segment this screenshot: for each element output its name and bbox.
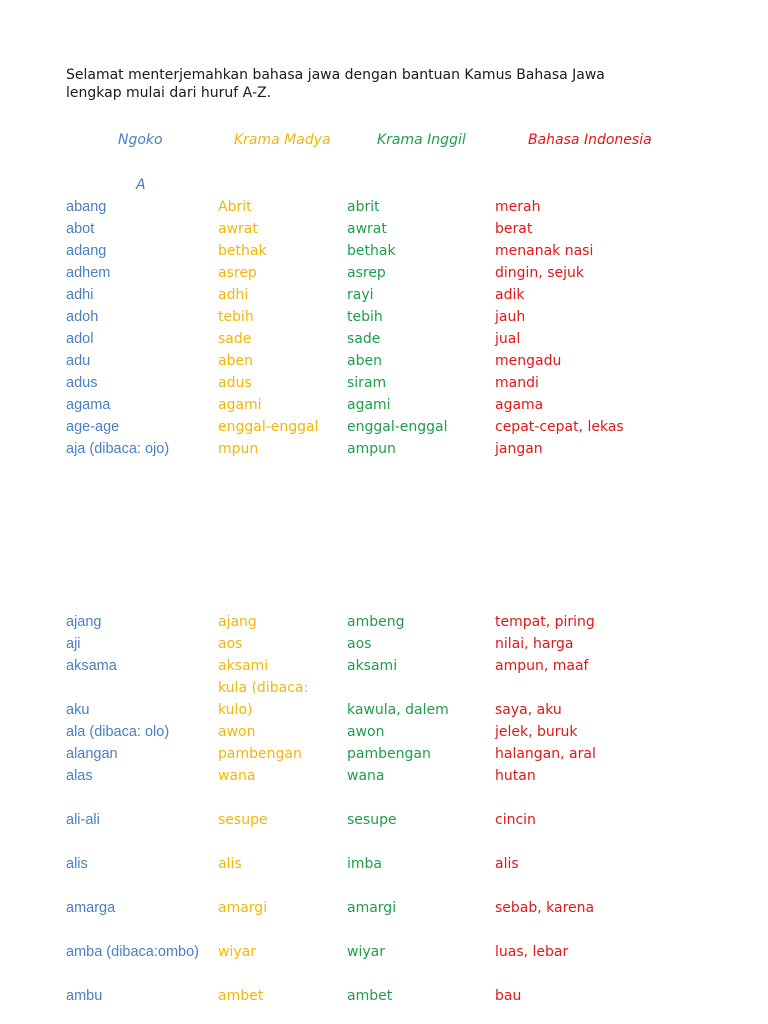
cell-krama-inggil: enggal-enggal [347, 419, 448, 435]
cell-ngoko: adhi [66, 287, 94, 303]
table-row [0, 809, 768, 831]
table-row [0, 765, 768, 787]
intro-paragraph [66, 66, 706, 102]
cell-bahasa-indonesia: jangan [495, 441, 543, 457]
cell-krama-inggil: kawula, dalem [347, 702, 449, 718]
cell-krama-inggil: pambengan [347, 746, 431, 762]
cell-krama-madya: aben [218, 353, 253, 369]
cell-ngoko: alis [66, 856, 88, 872]
table-row [0, 941, 768, 963]
cell-krama-madya: pambengan [218, 746, 302, 762]
cell-krama-madya: kulo) [218, 702, 253, 718]
cell-krama-inggil: bethak [347, 243, 396, 259]
cell-ngoko: abot [66, 221, 95, 237]
cell-krama-madya: sade [218, 331, 252, 347]
cell-krama-inggil: aben [347, 353, 382, 369]
cell-krama-madya: enggal-enggal [218, 419, 319, 435]
cell-krama-inggil: sade [347, 331, 381, 347]
cell-krama-madya: bethak [218, 243, 267, 259]
cell-bahasa-indonesia: ampun, maaf [495, 658, 589, 674]
cell-ngoko: adang [66, 243, 107, 259]
header-krama-madya: Krama Madya [234, 132, 331, 148]
cell-krama-madya: adhi [218, 287, 249, 303]
cell-krama-madya: tebih [218, 309, 254, 325]
cell-ngoko: ambu [66, 988, 103, 1004]
table-row [0, 218, 768, 240]
cell-bahasa-indonesia: hutan [495, 768, 536, 784]
table-row [0, 743, 768, 765]
cell-ngoko: ali-ali [66, 812, 100, 828]
cell-bahasa-indonesia: saya, aku [495, 702, 562, 718]
cell-krama-madya: adus [218, 375, 252, 391]
cell-bahasa-indonesia: luas, lebar [495, 944, 569, 960]
cell-ngoko: adu [66, 353, 91, 369]
table-row [0, 416, 768, 438]
cell-bahasa-indonesia: cepat-cepat, lekas [495, 419, 624, 435]
cell-krama-madya: awon [218, 724, 256, 740]
cell-bahasa-indonesia: menanak nasi [495, 243, 594, 259]
cell-krama-inggil: amargi [347, 900, 397, 916]
cell-krama-madya: ajang [218, 614, 257, 630]
cell-ngoko: alangan [66, 746, 118, 762]
cell-krama-inggil: ambet [347, 988, 393, 1004]
cell-krama-inggil: wana [347, 768, 385, 784]
cell-krama-madya: awrat [218, 221, 258, 237]
cell-bahasa-indonesia: tempat, piring [495, 614, 595, 630]
table-row [0, 394, 768, 416]
cell-ngoko: alas [66, 768, 93, 784]
cell-bahasa-indonesia: bau [495, 988, 522, 1004]
table-row [0, 985, 768, 1007]
cell-krama-inggil: agami [347, 397, 391, 413]
cell-ngoko: adol [66, 331, 94, 347]
cell-bahasa-indonesia: dingin, sejuk [495, 265, 584, 281]
table-row [0, 306, 768, 328]
cell-krama-inggil: siram [347, 375, 387, 391]
table-row [0, 611, 768, 633]
cell-ngoko: aja (dibaca: ojo) [66, 441, 170, 457]
cell-bahasa-indonesia: mandi [495, 375, 539, 391]
cell-ngoko: agama [66, 397, 111, 413]
cell-bahasa-indonesia: alis [495, 856, 519, 872]
table-row [0, 438, 768, 460]
table-row [0, 350, 768, 372]
table-row [0, 853, 768, 875]
cell-bahasa-indonesia: sebab, karena [495, 900, 595, 916]
table-row [0, 284, 768, 306]
cell-ngoko: adhem [66, 265, 111, 281]
table-row [0, 633, 768, 655]
cell-bahasa-indonesia: jual [495, 331, 521, 347]
cell-bahasa-indonesia: berat [495, 221, 533, 237]
cell-krama-inggil: awon [347, 724, 385, 740]
cell-ngoko: abang [66, 199, 107, 215]
table-row [0, 240, 768, 262]
cell-ngoko: aji [66, 636, 81, 652]
cell-ngoko: adus [66, 375, 98, 391]
cell-bahasa-indonesia: jauh [495, 309, 526, 325]
cell-krama-madya: ambet [218, 988, 264, 1004]
table-row [0, 897, 768, 919]
cell-krama-madya-wrap-line: kula (dibaca: [218, 680, 309, 696]
cell-krama-inggil: rayi [347, 287, 374, 303]
cell-ngoko: amba (dibaca:ombo) [66, 944, 199, 960]
table-row [0, 372, 768, 394]
cell-ngoko: aku [66, 702, 90, 718]
cell-krama-inggil: tebih [347, 309, 383, 325]
cell-krama-madya: aksami [218, 658, 269, 674]
header-bahasa-indonesia: Bahasa Indonesia [528, 132, 652, 148]
cell-krama-inggil: ambeng [347, 614, 405, 630]
cell-ngoko: age-age [66, 419, 120, 435]
cell-krama-madya: aos [218, 636, 243, 652]
cell-bahasa-indonesia: agama [495, 397, 544, 413]
cell-bahasa-indonesia: merah [495, 199, 541, 215]
cell-bahasa-indonesia: mengadu [495, 353, 562, 369]
cell-bahasa-indonesia: nilai, harga [495, 636, 574, 652]
cell-krama-inggil: imba [347, 856, 382, 872]
cell-ngoko: ajang [66, 614, 102, 630]
cell-bahasa-indonesia: cincin [495, 812, 536, 828]
intro-line-2: lengkap mulai dari huruf A-Z. [66, 85, 272, 101]
cell-krama-inggil: sesupe [347, 812, 397, 828]
table-row [0, 328, 768, 350]
table-row [0, 262, 768, 284]
cell-ngoko: ala (dibaca: olo) [66, 724, 170, 740]
cell-krama-inggil: aos [347, 636, 372, 652]
cell-krama-madya: asrep [218, 265, 257, 281]
cell-krama-madya: amargi [218, 900, 268, 916]
cell-krama-inggil: aksami [347, 658, 398, 674]
table-row [0, 699, 768, 721]
cell-krama-madya: alis [218, 856, 242, 872]
column-headers [0, 132, 768, 152]
cell-krama-madya: mpun [218, 441, 259, 457]
cell-ngoko: aksama [66, 658, 117, 674]
cell-krama-madya: Abrit [218, 199, 252, 215]
section-letter: A [136, 177, 146, 193]
cell-krama-inggil: asrep [347, 265, 386, 281]
cell-krama-madya: sesupe [218, 812, 268, 828]
cell-krama-inggil: wiyar [347, 944, 385, 960]
cell-krama-inggil: awrat [347, 221, 387, 237]
table-row [0, 655, 768, 677]
cell-bahasa-indonesia: jelek, buruk [495, 724, 578, 740]
cell-bahasa-indonesia: adik [495, 287, 525, 303]
cell-bahasa-indonesia: halangan, aral [495, 746, 596, 762]
cell-krama-madya: agami [218, 397, 262, 413]
table-row [0, 721, 768, 743]
cell-krama-madya: wiyar [218, 944, 256, 960]
cell-krama-madya: wana [218, 768, 256, 784]
cell-ngoko: amarga [66, 900, 116, 916]
intro-line-1: Selamat menterjemahkan bahasa jawa dengan bantuan Kamus Bahasa Jawa [66, 67, 605, 83]
cell-ngoko: adoh [66, 309, 99, 325]
header-ngoko: Ngoko [118, 132, 163, 148]
cell-krama-inggil: ampun [347, 441, 396, 457]
table-row [0, 196, 768, 218]
cell-krama-inggil: abrit [347, 199, 380, 215]
header-krama-inggil: Krama Inggil [377, 132, 466, 148]
